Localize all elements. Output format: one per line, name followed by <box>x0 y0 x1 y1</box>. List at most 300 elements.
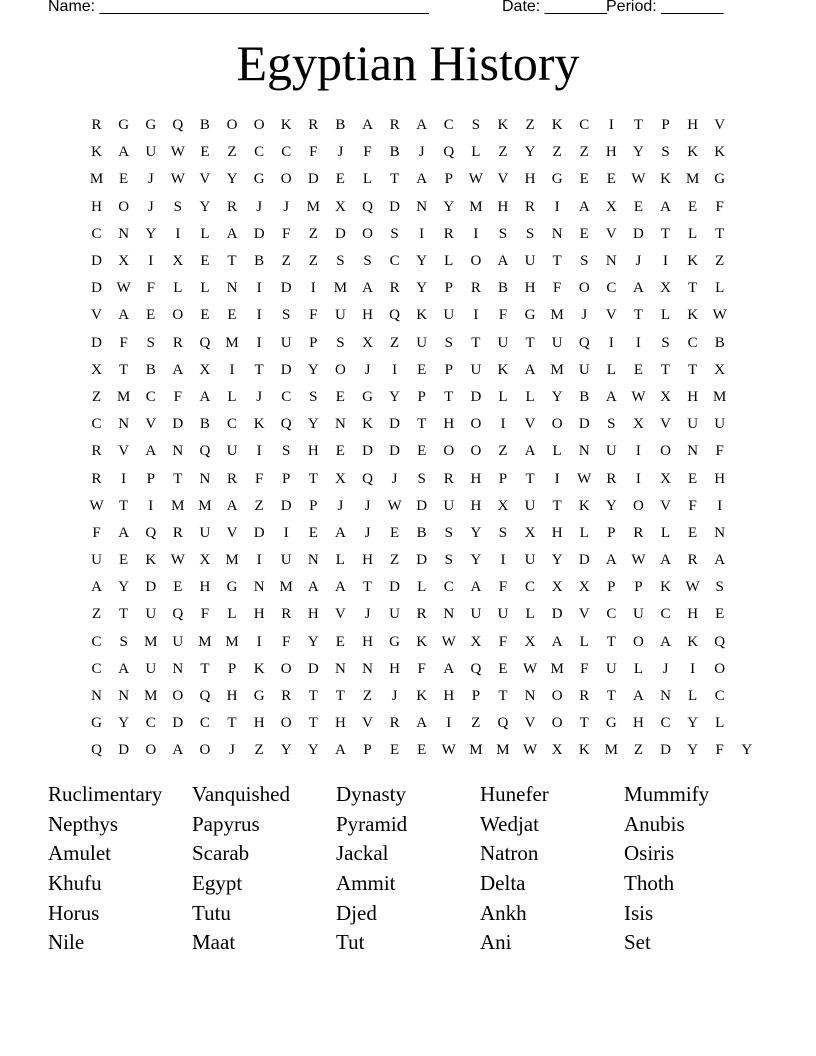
grid-letter[interactable]: B <box>254 253 265 270</box>
grid-letter[interactable]: O <box>633 633 644 650</box>
grid-letter[interactable]: L <box>444 253 454 270</box>
grid-letter[interactable]: E <box>633 361 643 378</box>
grid-letter[interactable]: M <box>116 388 131 405</box>
grid-letter[interactable]: O <box>660 443 671 460</box>
grid-letter[interactable]: N <box>226 280 238 297</box>
grid-letter[interactable]: Y <box>605 497 617 514</box>
grid-letter[interactable]: U <box>551 334 563 351</box>
grid-letter[interactable]: H <box>687 388 699 405</box>
grid-letter[interactable]: C <box>91 633 102 650</box>
grid-letter[interactable]: W <box>522 660 538 677</box>
grid-letter[interactable]: H <box>362 307 373 324</box>
grid-letter[interactable]: W <box>522 742 538 759</box>
grid-letter[interactable]: E <box>417 361 427 378</box>
grid-letter[interactable]: U <box>416 334 428 351</box>
grid-letter[interactable]: Q <box>145 524 157 541</box>
grid-letter[interactable]: L <box>552 443 562 460</box>
grid-letter[interactable]: S <box>309 388 318 405</box>
grid-letter[interactable]: T <box>227 253 237 270</box>
grid-letter[interactable]: X <box>362 334 373 351</box>
grid-letter[interactable]: P <box>498 470 508 487</box>
grid-letter[interactable]: K <box>416 307 428 324</box>
grid-letter[interactable]: R <box>91 443 102 460</box>
grid-letter[interactable]: Q <box>714 633 726 650</box>
grid-letter[interactable]: T <box>688 361 698 378</box>
grid-letter[interactable]: K <box>551 117 563 134</box>
grid-letter[interactable]: I <box>148 497 154 514</box>
grid-letter[interactable]: X <box>605 198 617 215</box>
grid-letter[interactable]: A <box>172 742 184 759</box>
grid-letter[interactable]: Q <box>470 660 482 677</box>
grid-letter[interactable]: R <box>227 198 238 215</box>
grid-letter[interactable]: Y <box>551 388 563 405</box>
grid-letter[interactable]: T <box>308 715 318 732</box>
grid-letter[interactable]: Q <box>280 416 292 433</box>
grid-letter[interactable]: P <box>607 579 616 596</box>
grid-letter[interactable]: Z <box>389 334 400 351</box>
grid-letter[interactable]: X <box>118 253 130 270</box>
grid-letter[interactable]: O <box>280 715 292 732</box>
grid-letter[interactable]: L <box>660 307 671 324</box>
grid-letter[interactable]: H <box>443 416 455 433</box>
grid-letter[interactable]: C <box>714 688 725 705</box>
grid-letter[interactable]: R <box>579 688 590 705</box>
grid-letter[interactable]: Z <box>308 225 318 242</box>
grid-letter[interactable]: P <box>634 579 643 596</box>
grid-letter[interactable]: R <box>172 524 183 541</box>
grid-letter[interactable]: O <box>578 280 590 297</box>
grid-letter[interactable]: K <box>362 416 373 433</box>
grid-letter[interactable]: E <box>688 470 698 487</box>
grid-letter[interactable]: Q <box>172 117 184 134</box>
grid-letter[interactable]: L <box>606 361 616 378</box>
grid-letter[interactable]: A <box>118 307 130 324</box>
grid-letter[interactable]: A <box>578 198 590 215</box>
grid-letter[interactable]: J <box>364 361 371 378</box>
grid-letter[interactable]: D <box>470 388 482 405</box>
grid-letter[interactable]: N <box>660 688 671 705</box>
grid-letter[interactable]: V <box>605 225 617 242</box>
grid-letter[interactable]: A <box>145 443 157 460</box>
grid-letter[interactable]: I <box>663 253 669 270</box>
grid-letter[interactable]: C <box>145 388 156 405</box>
grid-letter[interactable]: N <box>362 660 373 677</box>
grid-letter[interactable]: Y <box>443 198 455 215</box>
grid-letter[interactable]: L <box>715 715 725 732</box>
grid-letter[interactable]: S <box>444 524 453 541</box>
grid-letter[interactable]: Y <box>118 715 130 732</box>
grid-letter[interactable]: M <box>144 633 158 650</box>
grid-letter[interactable]: O <box>443 443 455 460</box>
grid-letter[interactable]: P <box>363 742 372 759</box>
grid-letter[interactable]: M <box>144 688 158 705</box>
grid-letter[interactable]: M <box>550 660 564 677</box>
grid-letter[interactable]: A <box>660 552 671 569</box>
grid-letter[interactable]: Z <box>525 117 535 134</box>
grid-letter[interactable]: O <box>362 225 373 242</box>
grid-letter[interactable]: V <box>578 606 590 623</box>
grid-letter[interactable]: C <box>660 715 671 732</box>
grid-letter[interactable]: N <box>551 225 563 242</box>
grid-letter[interactable]: L <box>660 524 671 541</box>
grid-letter[interactable]: I <box>608 117 614 134</box>
grid-letter[interactable]: R <box>525 198 536 215</box>
grid-letter[interactable]: J <box>283 198 290 215</box>
grid-letter[interactable]: M <box>550 361 564 378</box>
grid-letter[interactable]: Z <box>498 443 508 460</box>
grid-letter[interactable]: S <box>363 253 372 270</box>
grid-letter[interactable]: D <box>551 606 563 623</box>
grid-letter[interactable]: E <box>308 524 318 541</box>
grid-letter[interactable]: K <box>687 307 699 324</box>
grid-letter[interactable]: C <box>91 225 102 242</box>
grid-letter[interactable]: W <box>685 579 700 596</box>
grid-letter[interactable]: N <box>253 579 265 596</box>
grid-letter[interactable]: O <box>551 715 563 732</box>
grid-letter[interactable]: H <box>605 144 617 161</box>
grid-letter[interactable]: H <box>334 715 346 732</box>
grid-letter[interactable]: J <box>337 497 344 514</box>
grid-letter[interactable]: I <box>635 443 641 460</box>
grid-letter[interactable]: J <box>391 470 398 487</box>
grid-letter[interactable]: C <box>443 579 454 596</box>
grid-letter[interactable]: C <box>389 253 400 270</box>
grid-letter[interactable]: D <box>145 579 157 596</box>
grid-letter[interactable]: Z <box>254 742 264 759</box>
grid-letter[interactable]: Y <box>633 144 644 161</box>
grid-letter[interactable]: H <box>253 606 265 623</box>
grid-letter[interactable]: C <box>606 280 617 297</box>
grid-letter[interactable]: R <box>633 524 644 541</box>
grid-letter[interactable]: D <box>389 198 400 215</box>
grid-letter[interactable]: L <box>417 579 427 596</box>
grid-letter[interactable]: Z <box>715 253 725 270</box>
grid-letter[interactable]: T <box>119 606 129 623</box>
grid-letter[interactable]: U <box>389 606 400 623</box>
grid-letter[interactable]: U <box>280 334 292 351</box>
grid-letter[interactable]: T <box>335 688 345 705</box>
grid-letter[interactable]: L <box>715 280 725 297</box>
grid-letter[interactable]: Q <box>362 198 373 215</box>
grid-letter[interactable]: W <box>387 497 402 514</box>
grid-letter[interactable]: A <box>416 171 428 188</box>
grid-letter[interactable]: M <box>279 579 293 596</box>
grid-letter[interactable]: E <box>498 660 508 677</box>
grid-letter[interactable]: O <box>470 443 482 460</box>
grid-letter[interactable]: R <box>227 470 238 487</box>
grid-letter[interactable]: X <box>199 552 211 569</box>
grid-letter[interactable]: J <box>418 144 425 161</box>
grid-letter[interactable]: E <box>389 742 400 759</box>
grid-letter[interactable]: H <box>389 660 400 677</box>
grid-letter[interactable]: I <box>256 552 262 569</box>
grid-letter[interactable]: T <box>417 416 427 433</box>
grid-letter[interactable]: K <box>280 117 292 134</box>
grid-letter[interactable]: D <box>91 334 102 351</box>
grid-letter[interactable]: F <box>200 606 210 623</box>
grid-letter[interactable]: U <box>497 606 509 623</box>
grid-letter[interactable]: P <box>417 388 426 405</box>
grid-letter[interactable]: A <box>551 633 563 650</box>
grid-letter[interactable]: W <box>631 171 646 188</box>
grid-letter[interactable]: Q <box>91 742 102 759</box>
grid-letter[interactable]: B <box>714 334 725 351</box>
grid-letter[interactable]: M <box>198 633 212 650</box>
grid-letter[interactable]: I <box>175 225 181 242</box>
grid-letter[interactable]: Y <box>307 361 319 378</box>
grid-letter[interactable]: N <box>714 524 726 541</box>
grid-letter[interactable]: D <box>118 742 130 759</box>
grid-letter[interactable]: D <box>660 742 671 759</box>
grid-letter[interactable]: W <box>170 171 185 188</box>
grid-letter[interactable]: Z <box>91 606 102 623</box>
grid-letter[interactable]: J <box>229 742 235 759</box>
grid-letter[interactable]: Z <box>308 253 318 270</box>
grid-letter[interactable]: T <box>444 388 454 405</box>
grid-letter[interactable]: T <box>606 688 616 705</box>
grid-letter[interactable]: V <box>660 497 671 514</box>
grid-letter[interactable]: L <box>200 280 210 297</box>
grid-letter[interactable]: G <box>226 579 238 596</box>
grid-letter[interactable]: G <box>118 117 130 134</box>
grid-letter[interactable]: K <box>416 633 428 650</box>
grid-letter[interactable]: M <box>496 742 510 759</box>
grid-letter[interactable]: I <box>310 280 316 297</box>
grid-letter[interactable]: U <box>226 443 238 460</box>
grid-letter[interactable]: S <box>146 334 155 351</box>
grid-letter[interactable]: A <box>714 552 726 569</box>
grid-letter[interactable]: Z <box>91 388 102 405</box>
grid-letter[interactable]: N <box>443 606 455 623</box>
grid-letter[interactable]: T <box>389 171 400 188</box>
grid-letter[interactable]: F <box>552 280 562 297</box>
grid-letter[interactable]: S <box>282 443 291 460</box>
grid-letter[interactable]: H <box>687 117 699 134</box>
grid-letter[interactable]: Z <box>227 144 237 161</box>
grid-letter[interactable]: Y <box>280 742 292 759</box>
grid-letter[interactable]: A <box>633 280 644 297</box>
grid-letter[interactable]: S <box>498 225 508 242</box>
grid-letter[interactable]: E <box>633 198 643 215</box>
grid-letter[interactable]: B <box>199 117 210 134</box>
grid-letter[interactable]: X <box>524 524 536 541</box>
grid-letter[interactable]: S <box>336 253 345 270</box>
grid-letter[interactable]: H <box>362 633 373 650</box>
grid-letter[interactable]: K <box>687 144 699 161</box>
grid-letter[interactable]: P <box>146 470 155 487</box>
grid-letter[interactable]: U <box>443 497 455 514</box>
grid-letter[interactable]: J <box>364 524 371 541</box>
grid-letter[interactable]: I <box>473 225 479 242</box>
grid-letter[interactable]: U <box>470 361 482 378</box>
grid-letter[interactable]: U <box>524 552 536 569</box>
grid-letter[interactable]: C <box>606 606 617 623</box>
grid-letter[interactable]: I <box>148 253 154 270</box>
grid-letter[interactable]: F <box>688 497 697 514</box>
grid-letter[interactable]: R <box>416 606 427 623</box>
grid-letter[interactable]: S <box>390 225 399 242</box>
grid-letter[interactable]: V <box>118 443 130 460</box>
grid-letter[interactable]: F <box>309 307 318 324</box>
grid-letter[interactable]: R <box>687 552 698 569</box>
grid-letter[interactable]: X <box>91 361 102 378</box>
grid-letter[interactable]: C <box>227 416 238 433</box>
grid-letter[interactable]: J <box>256 198 263 215</box>
grid-letter[interactable]: P <box>471 688 481 705</box>
grid-letter[interactable]: P <box>227 660 237 677</box>
grid-letter[interactable]: B <box>579 388 590 405</box>
grid-letter[interactable]: F <box>282 225 291 242</box>
grid-letter[interactable]: T <box>660 361 671 378</box>
grid-letter[interactable]: H <box>443 688 455 705</box>
grid-letter[interactable]: C <box>660 606 671 623</box>
grid-letter[interactable]: E <box>200 144 210 161</box>
grid-letter[interactable]: I <box>283 524 289 541</box>
grid-letter[interactable]: D <box>253 225 265 242</box>
grid-letter[interactable]: M <box>604 742 618 759</box>
grid-letter[interactable]: Q <box>199 334 211 351</box>
grid-letter[interactable]: I <box>635 470 641 487</box>
grid-letter[interactable]: S <box>282 307 291 324</box>
grid-letter[interactable]: K <box>145 552 157 569</box>
grid-letter[interactable]: E <box>579 225 589 242</box>
grid-letter[interactable]: X <box>524 633 536 650</box>
grid-letter[interactable]: X <box>497 497 509 514</box>
grid-letter[interactable]: O <box>470 253 482 270</box>
grid-letter[interactable]: P <box>661 117 670 134</box>
grid-letter[interactable]: B <box>497 280 508 297</box>
grid-letter[interactable]: J <box>635 253 642 270</box>
grid-letter[interactable]: A <box>524 443 536 460</box>
grid-letter[interactable]: T <box>254 361 264 378</box>
grid-letter[interactable]: S <box>444 334 453 351</box>
grid-letter[interactable]: T <box>308 688 318 705</box>
grid-letter[interactable]: H <box>714 470 726 487</box>
grid-letter[interactable]: U <box>280 552 292 569</box>
grid-letter[interactable]: K <box>687 633 699 650</box>
grid-letter[interactable]: V <box>660 416 671 433</box>
grid-letter[interactable]: S <box>580 253 589 270</box>
grid-letter[interactable]: M <box>333 280 348 297</box>
grid-letter[interactable]: I <box>419 225 425 242</box>
grid-letter[interactable]: D <box>416 497 428 514</box>
grid-letter[interactable]: Q <box>443 144 455 161</box>
grid-letter[interactable]: Y <box>307 416 319 433</box>
grid-letter[interactable]: I <box>229 361 235 378</box>
grid-letter[interactable]: A <box>226 225 238 242</box>
grid-letter[interactable]: I <box>500 416 506 433</box>
grid-letter[interactable]: F <box>715 443 724 460</box>
grid-letter[interactable]: Z <box>362 688 373 705</box>
grid-letter[interactable]: K <box>253 660 265 677</box>
grid-letter[interactable]: F <box>119 334 128 351</box>
grid-letter[interactable]: Q <box>362 470 373 487</box>
grid-letter[interactable]: Y <box>145 225 157 242</box>
grid-letter[interactable]: I <box>392 361 398 378</box>
grid-letter[interactable]: Z <box>633 742 643 759</box>
grid-letter[interactable]: F <box>146 280 155 297</box>
grid-letter[interactable]: M <box>225 633 239 650</box>
grid-letter[interactable]: I <box>256 334 262 351</box>
grid-letter[interactable]: E <box>335 388 345 405</box>
grid-letter[interactable]: C <box>687 334 698 351</box>
grid-letter[interactable]: O <box>714 660 726 677</box>
grid-letter[interactable]: I <box>554 470 560 487</box>
grid-letter[interactable]: D <box>172 715 184 732</box>
grid-letter[interactable]: H <box>307 443 319 460</box>
grid-letter[interactable]: H <box>524 171 536 188</box>
grid-letter[interactable]: U <box>524 253 536 270</box>
grid-letter[interactable]: V <box>497 171 509 188</box>
grid-letter[interactable]: A <box>334 524 346 541</box>
grid-letter[interactable]: A <box>416 715 428 732</box>
grid-letter[interactable]: E <box>688 198 698 215</box>
grid-letter[interactable]: M <box>550 307 564 324</box>
grid-letter[interactable]: F <box>363 144 372 161</box>
grid-letter[interactable]: G <box>605 715 617 732</box>
grid-letter[interactable]: Q <box>497 715 509 732</box>
grid-letter[interactable]: X <box>334 198 346 215</box>
grid-letter[interactable]: H <box>687 606 699 623</box>
grid-letter[interactable]: C <box>254 144 265 161</box>
grid-letter[interactable]: U <box>145 606 157 623</box>
grid-letter[interactable]: L <box>688 688 698 705</box>
grid-letter[interactable]: N <box>334 660 346 677</box>
grid-letter[interactable]: F <box>282 633 291 650</box>
grid-letter[interactable]: C <box>579 117 590 134</box>
grid-letter[interactable]: E <box>200 307 210 324</box>
grid-letter[interactable]: D <box>362 443 373 460</box>
grid-letter[interactable]: O <box>172 307 184 324</box>
date-field[interactable]: Date: _______ <box>502 0 607 15</box>
grid-letter[interactable]: A <box>199 388 211 405</box>
grid-letter[interactable]: Y <box>199 198 211 215</box>
grid-letter[interactable]: T <box>525 334 535 351</box>
grid-letter[interactable]: G <box>362 388 373 405</box>
grid-letter[interactable]: O <box>633 497 644 514</box>
grid-letter[interactable]: L <box>525 388 535 405</box>
grid-letter[interactable]: L <box>227 606 237 623</box>
grid-letter[interactable]: M <box>171 497 185 514</box>
grid-letter[interactable]: B <box>145 361 156 378</box>
grid-letter[interactable]: R <box>389 280 400 297</box>
grid-letter[interactable]: N <box>416 198 428 215</box>
grid-letter[interactable]: E <box>119 171 129 188</box>
grid-letter[interactable]: F <box>715 742 724 759</box>
grid-letter[interactable]: R <box>308 117 319 134</box>
grid-letter[interactable]: L <box>335 552 345 569</box>
grid-letter[interactable]: I <box>608 334 614 351</box>
grid-letter[interactable]: X <box>660 280 671 297</box>
grid-letter[interactable]: F <box>498 307 508 324</box>
grid-letter[interactable]: J <box>662 660 669 677</box>
grid-letter[interactable]: X <box>551 742 563 759</box>
grid-letter[interactable]: W <box>89 497 104 514</box>
grid-letter[interactable]: Y <box>118 579 130 596</box>
grid-letter[interactable]: F <box>498 579 508 596</box>
grid-letter[interactable]: U <box>578 361 590 378</box>
grid-letter[interactable]: V <box>145 416 157 433</box>
grid-letter[interactable]: V <box>605 307 617 324</box>
grid-letter[interactable]: E <box>173 579 183 596</box>
grid-letter[interactable]: V <box>334 606 346 623</box>
grid-letter[interactable]: K <box>253 416 265 433</box>
grid-letter[interactable]: I <box>256 280 262 297</box>
grid-letter[interactable]: T <box>552 497 562 514</box>
grid-letter[interactable]: Y <box>741 742 753 759</box>
grid-letter[interactable]: V <box>524 715 536 732</box>
grid-letter[interactable]: L <box>688 225 698 242</box>
